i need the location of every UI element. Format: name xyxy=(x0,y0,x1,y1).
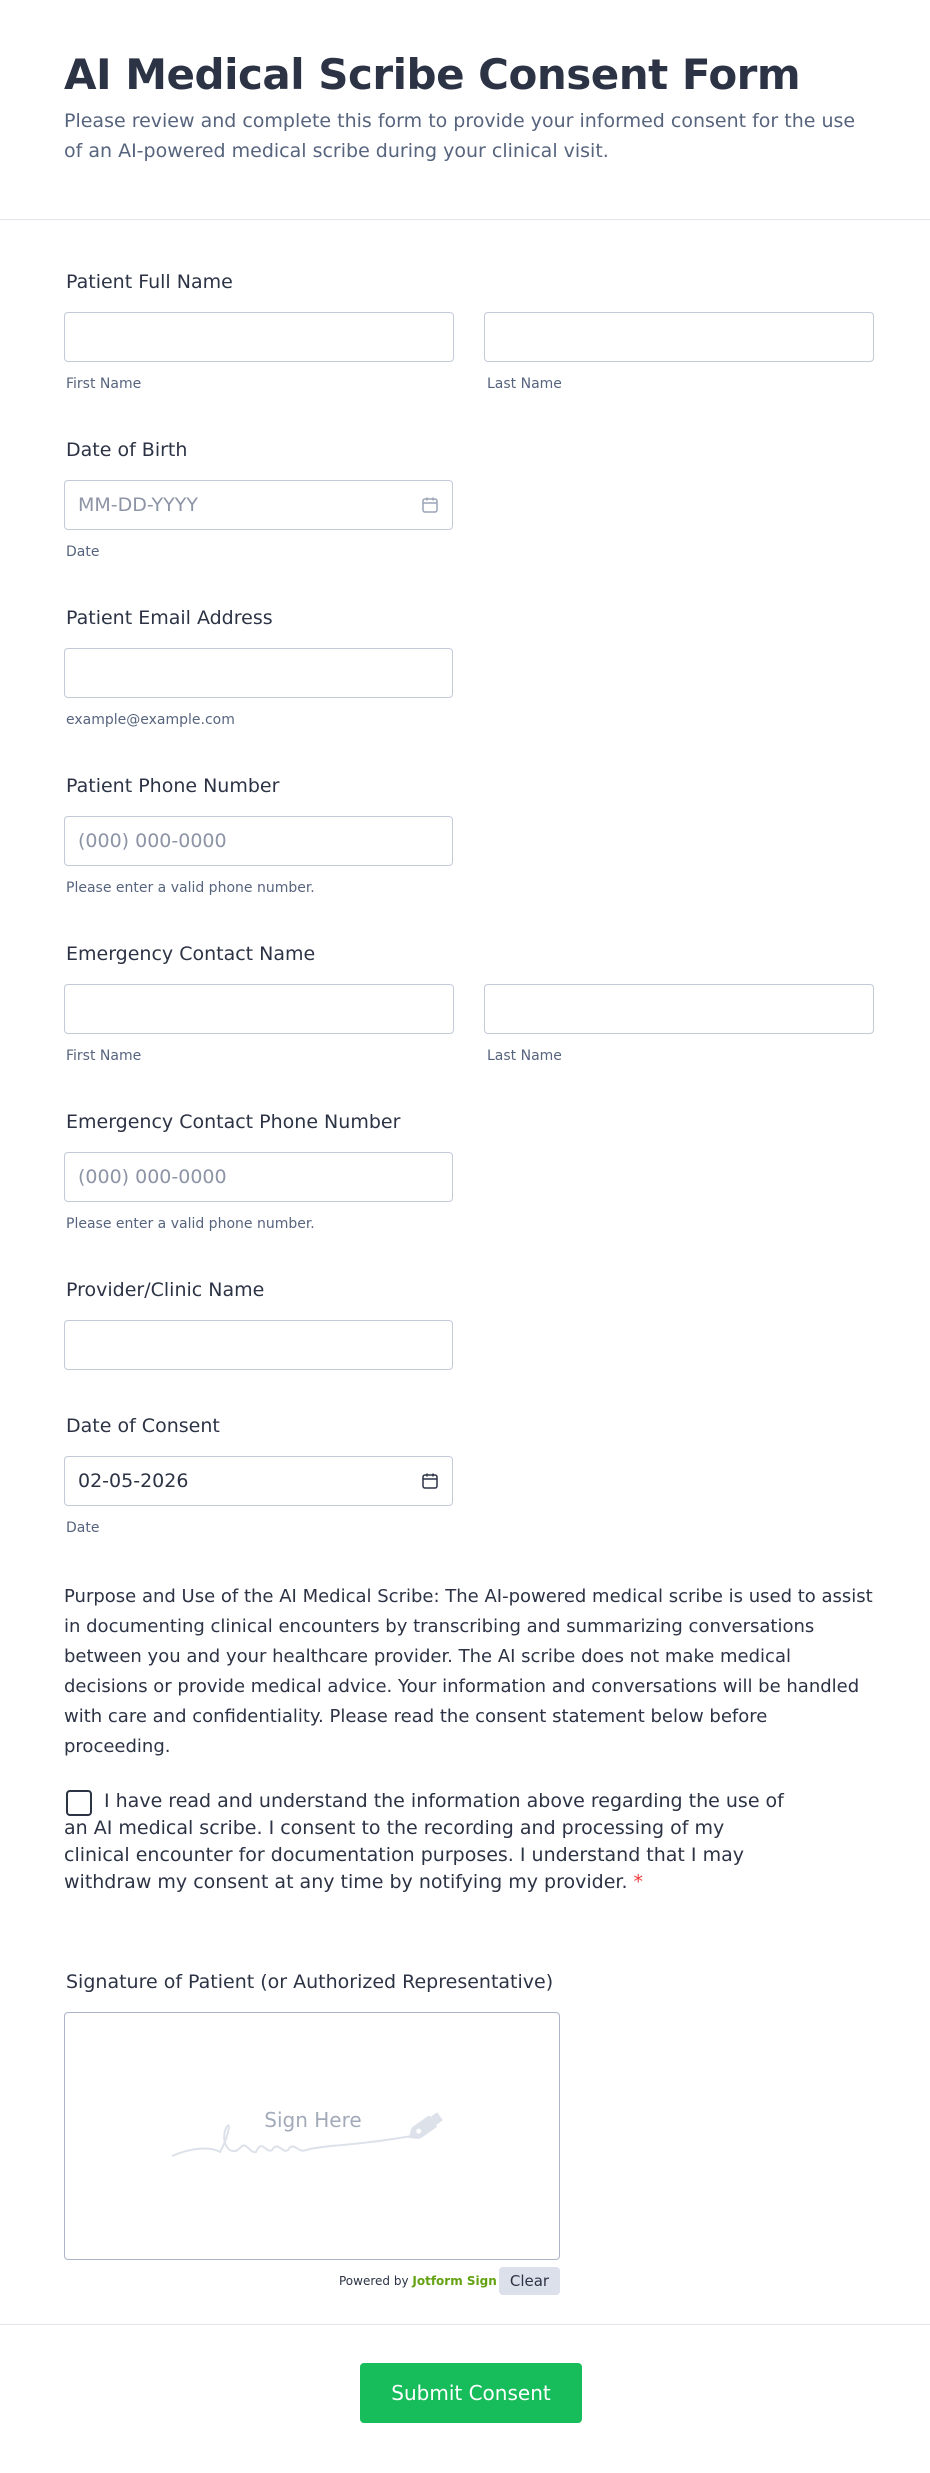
clear-signature-button[interactable]: Clear xyxy=(499,2267,560,2295)
patient-last-name-input[interactable] xyxy=(484,312,874,362)
emergency-last-sublabel: Last Name xyxy=(487,1048,562,1064)
page-title: AI Medical Scribe Consent Form xyxy=(64,50,801,99)
dob-input[interactable] xyxy=(64,480,453,530)
form-header xyxy=(0,0,930,220)
first-name-sublabel: First Name xyxy=(66,376,142,392)
required-mark: * xyxy=(633,1871,644,1893)
consent-date-input[interactable] xyxy=(64,1456,453,1506)
info-paragraph: Purpose and Use of the AI Medical Scribe: The AI-powered medical scribe is used to assist in documenting clinical encounters by transcribing and summarizing conversations between you and your healthcare provider. The AI scribe does not make medical decisions or provide medical advice. Your information and conversations will be handled with care and confidentiality. Please read the consent statement below before proceeding. xyxy=(64,1586,873,1757)
consent-date-value: 02-05-2026 xyxy=(78,1470,189,1492)
calendar-icon[interactable] xyxy=(421,496,439,514)
provider-input[interactable] xyxy=(64,1320,453,1370)
signature-pad[interactable] xyxy=(64,2012,560,2260)
emergency-first-name-input[interactable] xyxy=(64,984,454,1034)
calendar-icon[interactable] xyxy=(421,1472,439,1490)
consent-date-label: Date of Consent xyxy=(66,1415,220,1437)
footer-divider xyxy=(0,2324,930,2325)
phone-sublabel: Please enter a valid phone number. xyxy=(66,880,315,896)
dob-sublabel: Date xyxy=(66,544,100,560)
phone-input[interactable] xyxy=(64,816,453,866)
phone-label: Patient Phone Number xyxy=(66,775,280,797)
dob-label: Date of Birth xyxy=(66,439,188,461)
emergency-name-label: Emergency Contact Name xyxy=(66,943,316,965)
signature-hint: Sign Here xyxy=(264,2108,362,2132)
consent-date-sublabel: Date xyxy=(66,1520,100,1536)
provider-label: Provider/Clinic Name xyxy=(66,1279,265,1301)
powered-brand[interactable]: Jotform Sign xyxy=(412,2274,497,2288)
signature-label: Signature of Patient (or Authorized Representative) xyxy=(66,1971,554,1993)
submit-button[interactable]: Submit Consent xyxy=(360,2363,582,2423)
pen-icon xyxy=(405,2109,449,2149)
email-input[interactable] xyxy=(64,648,453,698)
emergency-phone-input[interactable] xyxy=(64,1152,453,1202)
last-name-sublabel: Last Name xyxy=(487,376,562,392)
patient-name-label: Patient Full Name xyxy=(66,271,233,293)
powered-prefix: Powered by xyxy=(339,2274,409,2288)
email-sublabel: example@example.com xyxy=(66,712,235,728)
patient-first-name-input[interactable] xyxy=(64,312,454,362)
emergency-last-name-input[interactable] xyxy=(484,984,874,1034)
powered-by xyxy=(339,2274,497,2288)
email-label: Patient Email Address xyxy=(66,607,273,629)
emergency-phone-sublabel: Please enter a valid phone number. xyxy=(66,1216,315,1232)
dob-placeholder: MM-DD-YYYY xyxy=(78,494,198,516)
phone-placeholder: (000) 000-0000 xyxy=(78,830,227,852)
emergency-phone-label: Emergency Contact Phone Number xyxy=(66,1111,401,1133)
consent-statement[interactable] xyxy=(64,1788,794,1896)
page-subtitle: Please review and complete this form to provide your informed consent for the use of an AI-powered medical scribe during your clinical visit. xyxy=(64,110,856,162)
emergency-phone-placeholder: (000) 000-0000 xyxy=(78,1166,227,1188)
consent-text: I have read and understand the information above regarding the use of an AI medical scribe. I consent to the recording and processing of my clinical encounter for documentation purposes. I understand that I may withdraw my consent at any time by notifying my provider. xyxy=(64,1790,784,1893)
emergency-first-sublabel: First Name xyxy=(66,1048,142,1064)
